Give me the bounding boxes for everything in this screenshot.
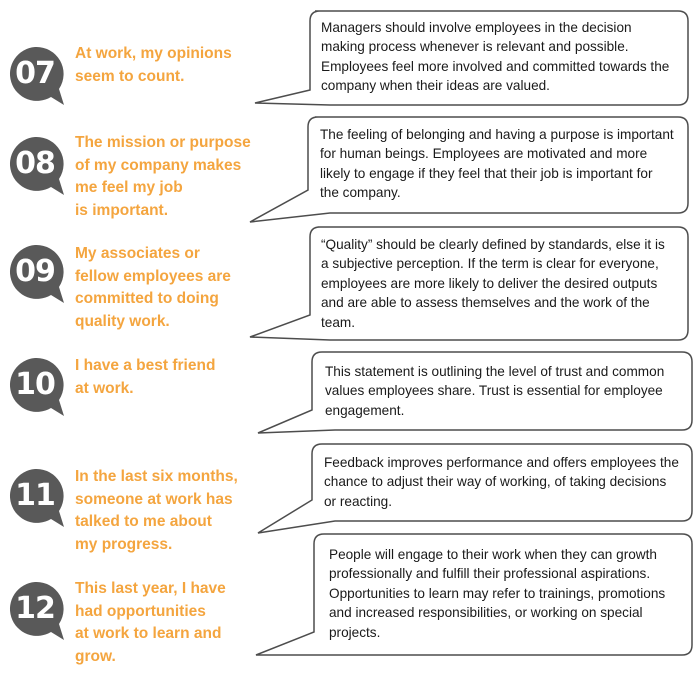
badge-number: 09 xyxy=(15,254,55,289)
explanation-text: This statement is outlining the level of trust and common values employees share. Trust is essential for employee engagement. xyxy=(325,364,665,418)
statement-text: In the last six months, someone at work has talked to me about my progress. xyxy=(75,468,238,553)
statement-text: The mission or purpose of my company makes me feel my job is important. xyxy=(75,134,251,219)
explanation-text: Managers should involve employees in the decision making process whenever is relevant and possible. Employees feel more involved and committed towards the company when their ideas are valued. xyxy=(321,20,670,94)
statement-text: This last year, I have had opportunities at work to learn and grow. xyxy=(75,580,226,665)
explanation-text: “Quality” should be clearly defined by standards, else it is a subjective perception. If the term is clear for everyone, employees are more likely to deliver the desired outputs and are able to assess themselves and the work of the team. xyxy=(321,237,665,330)
explanation-text: The feeling of belonging and having a purpose is important for human beings. Employees are motivated and more likely to engage if they feel that their job is important for the company. xyxy=(320,127,674,201)
statement-text: I have a best friend at work. xyxy=(75,357,216,397)
badge-number: 10 xyxy=(15,367,55,402)
badge-number: 11 xyxy=(15,478,55,513)
badge-number: 12 xyxy=(15,591,55,626)
explanation-text: Feedback improves performance and offers employees the chance to adjust their way of working, of taking decisions or reacting. xyxy=(324,455,679,509)
badge-number: 07 xyxy=(15,56,55,91)
statement-text: My associates or fellow employees are committed to doing quality work. xyxy=(75,245,231,330)
explanation-text: People will engage to their work when they can growth professionally and fulfill their professional aspirations. Opportunities to learn may refer to trainings, promotions and increased responsibilities, or working on special projects. xyxy=(329,547,666,640)
badge-number: 08 xyxy=(15,146,55,181)
statement-text: At work, my opinions seem to count. xyxy=(75,45,232,85)
